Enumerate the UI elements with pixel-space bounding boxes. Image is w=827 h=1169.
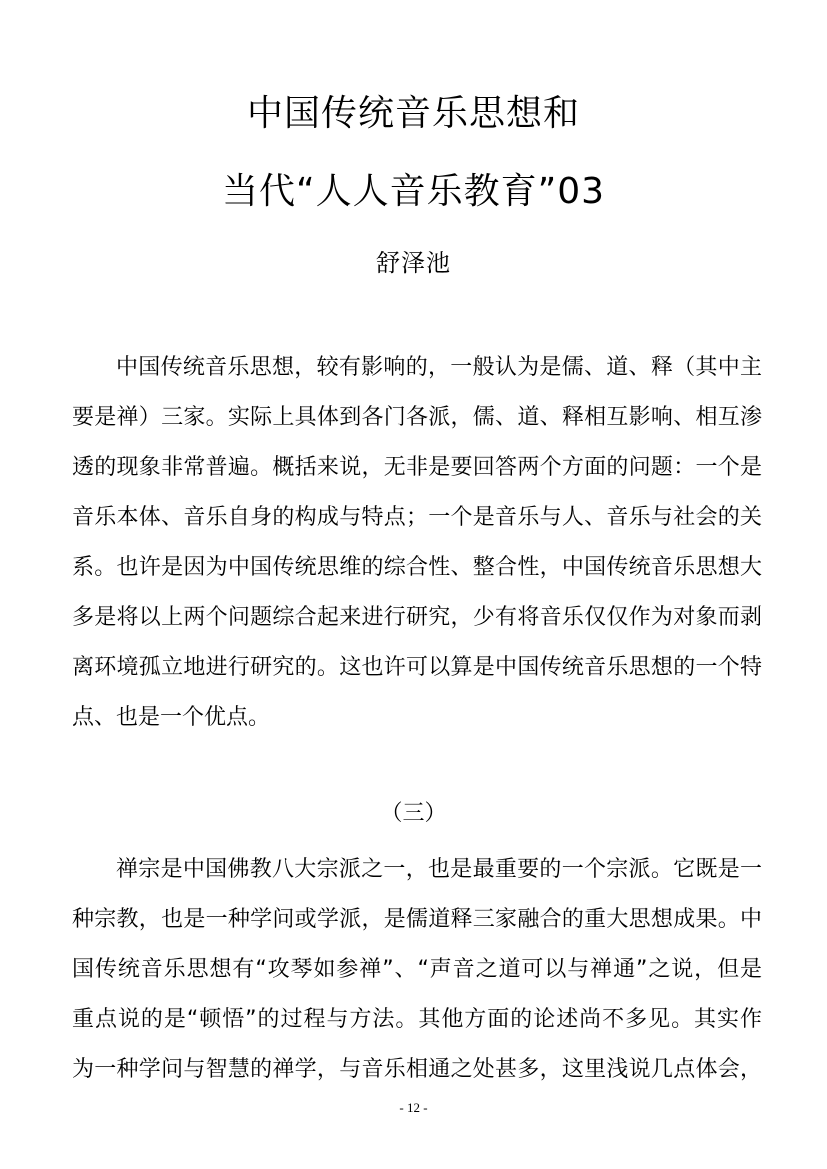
paragraph-line: 中国传统音乐思想，较有影响的，一般认为是儒、道、释（其中主 bbox=[116, 355, 762, 380]
body-paragraph-1 bbox=[72, 343, 762, 743]
paragraph-line: 多是将以上两个问题综合起来进行研究，少有将音乐仅仅作为对象而剥 bbox=[72, 605, 762, 630]
paragraph-line: 系。也许是因为中国传统思维的综合性、整合性，中国传统音乐思想大 bbox=[72, 555, 762, 580]
paragraph-line: 透的现象非常普遍。概括来说，无非是要回答两个方面的问题：一个是 bbox=[72, 455, 762, 480]
paragraph-line: 离环境孤立地进行研究的。这也许可以算是中国传统音乐思想的一个特 bbox=[72, 655, 762, 680]
page-number: - 12 - bbox=[399, 1100, 428, 1115]
section-heading: （三） bbox=[380, 801, 447, 826]
paragraph-line: 国传统音乐思想有“攻琴如参禅”、“声音之道可以与禅通”之说，但是 bbox=[72, 957, 762, 982]
paragraph-line: 为一种学问与智慧的禅学，与音乐相通之处甚多，这里浅说几点体会， bbox=[72, 1057, 762, 1082]
paragraph-line: 种宗教，也是一种学问或学派，是儒道释三家融合的重大思想成果。中 bbox=[72, 907, 762, 932]
paragraph-line: 音乐本体、音乐自身的构成与特点；一个是音乐与人、音乐与社会的关 bbox=[72, 505, 762, 530]
document-title-line-1: 中国传统音乐思想和 bbox=[246, 93, 580, 134]
document-title-line-2: 当代“人人音乐教育”03 bbox=[221, 171, 606, 212]
paragraph-line: 点、也是一个优点。 bbox=[72, 705, 271, 730]
author-name: 舒泽池 bbox=[376, 249, 451, 277]
paragraph-line: 重点说的是“顿悟”的过程与方法。其他方面的论述尚不多见。其实作 bbox=[72, 1007, 762, 1032]
paragraph-line: 要是禅）三家。实际上具体到各门各派，儒、道、释相互影响、相互渗 bbox=[72, 405, 762, 430]
body-paragraph-2 bbox=[72, 845, 762, 1095]
paragraph-line: 禅宗是中国佛教八大宗派之一，也是最重要的一个宗派。它既是一 bbox=[116, 857, 762, 882]
